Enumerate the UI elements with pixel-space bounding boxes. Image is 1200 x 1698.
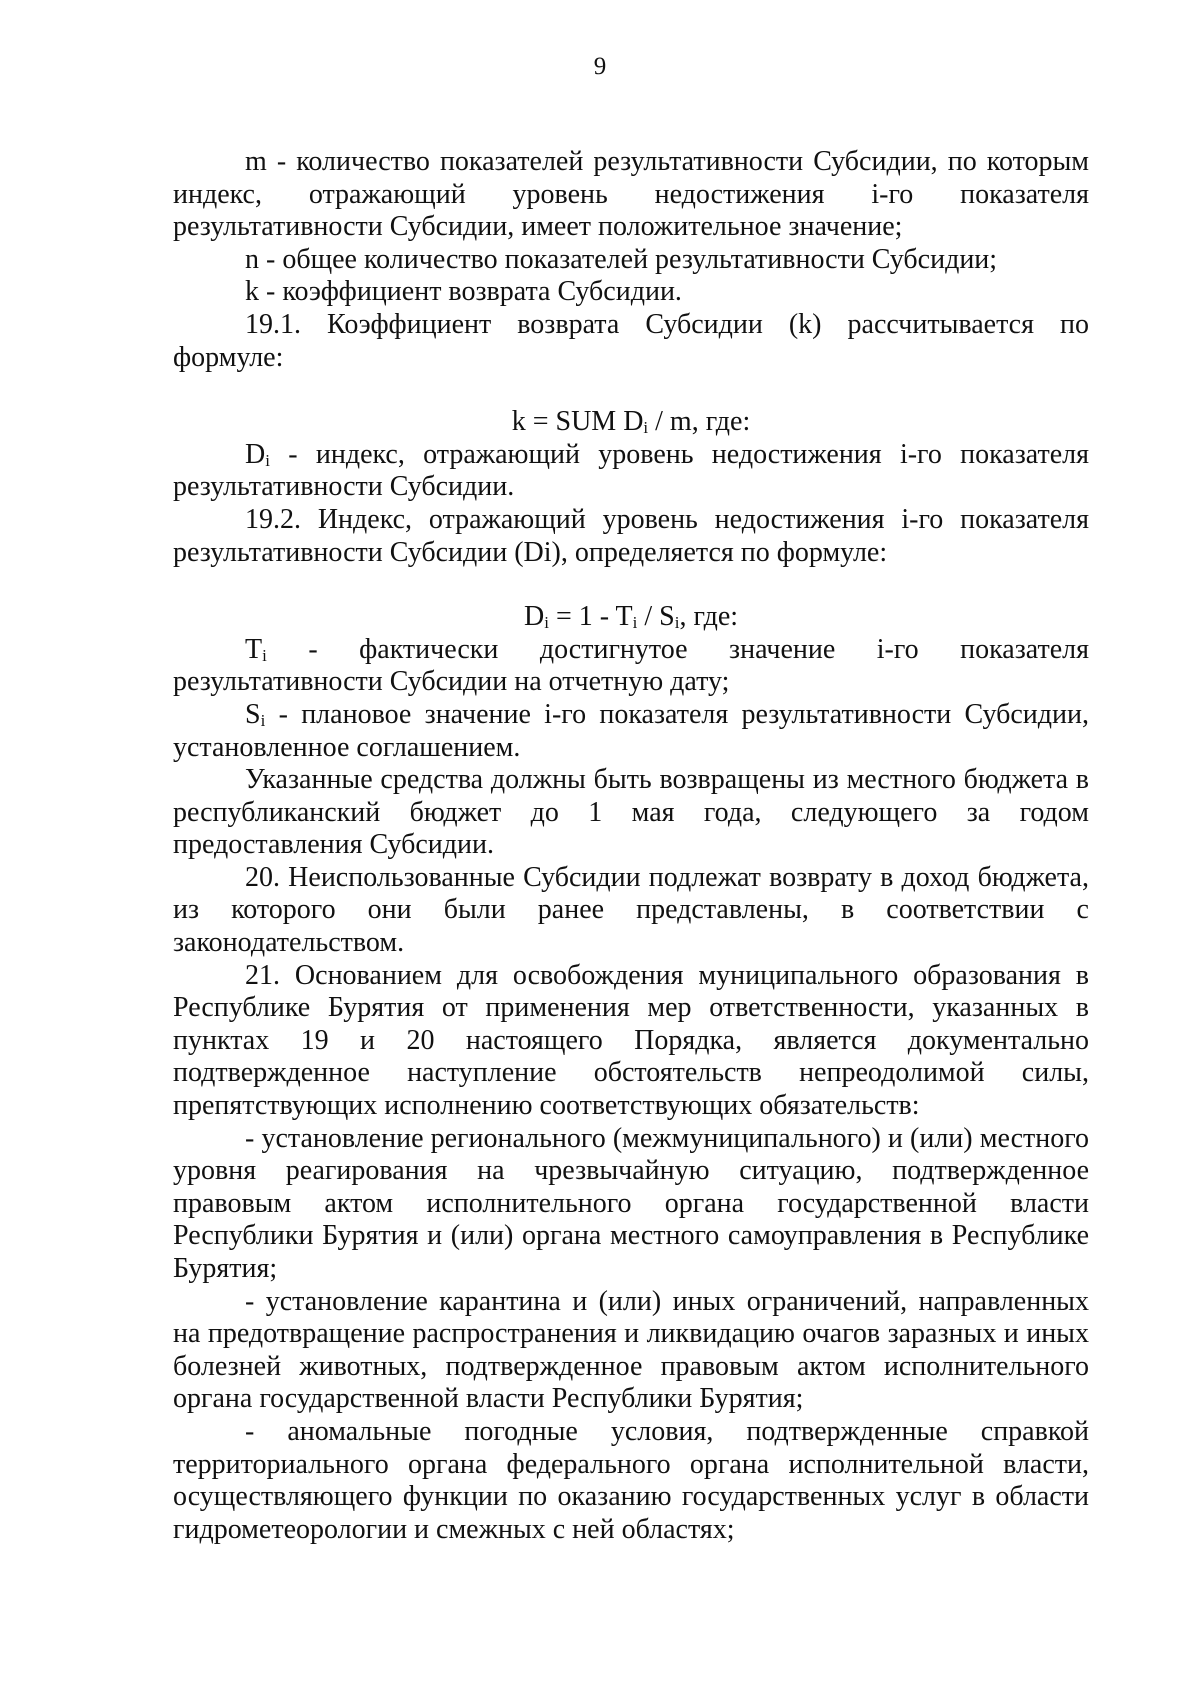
- formula-di-d: , где:: [679, 601, 739, 633]
- formula-k-post: / m, где:: [648, 406, 751, 438]
- paragraph-k-definition: k - коэффициент возврата Субсидии.: [245, 276, 682, 308]
- formula-k-pre: k = SUM D: [511, 406, 644, 438]
- formula-di-a: D: [523, 601, 545, 633]
- paragraph-m-definition: m - количество показателей результативности Субсидии, по которым индекс, отражающий уровень недостижения i-го показателя результативности Субсидии, имеет положительное значение;: [173, 146, 1089, 243]
- list-item-weather: - аномальные погодные условия, подтвержденные справкой территориального органа федерального органа исполнительной власти, осуществляющего функции по оказанию государственных услуг в области гидрометеорологии и смежных с ней областях;: [173, 1415, 1089, 1545]
- formula-di-b-sub: i: [632, 613, 638, 633]
- formula-k-sub: i: [643, 418, 649, 438]
- ti-lead: T: [245, 633, 263, 665]
- paragraph-20: 20. Неиспользованные Субсидии подлежат возврату в доход бюджета, из которого они были ранее представлены, в соответствии с законодательством.: [173, 861, 1089, 959]
- formula-k: [173, 406, 1089, 439]
- formula-di-a-sub: i: [544, 613, 549, 633]
- si-lead: S: [245, 698, 261, 730]
- paragraph-di-definition: [173, 439, 1089, 504]
- formula-di: [173, 601, 1089, 634]
- paragraph-19-2: 19.2. Индекс, отражающий уровень недостижения i-го показателя результативности Субсидии (Di), определяется по формуле:: [173, 503, 1089, 568]
- ti-sub: i: [262, 645, 267, 665]
- ti-text: - фактически достигнутое значение i-го показателя результативности Субсидии на отчетную дату;: [173, 633, 1089, 698]
- di-text: - индекс, отражающий уровень недостижения i-го показателя результативности Субсидии.: [173, 438, 1089, 503]
- paragraph-ti-definition: [173, 634, 1089, 699]
- formula-di-b: = 1 - T: [548, 601, 633, 633]
- di-lead: D: [245, 438, 266, 470]
- si-sub: i: [260, 710, 266, 730]
- paragraph-21: 21. Основанием для освобождения муниципального образования в Республике Бурятия от применения мер ответственности, указанных в пунктах 19 и 20 настоящего Порядка, является документально подтвержденное наступление обстоятельств непреодолимой силы, препятствующих исполнению соответствующих обязательств:: [173, 959, 1089, 1122]
- list-item-emergency: - установление регионального (межмуниципального) и (или) местного уровня реагирования на чрезвычайную ситуацию, подтвержденное правовым актом исполнительного органа государственной власти Республики Бурятия и (или) органа местного самоуправления в Республике Бурятия;: [173, 1122, 1089, 1284]
- paragraph-n-definition: n - общее количество показателей результативности Субсидии;: [245, 243, 998, 275]
- si-text: - плановое значение i-го показателя результативности Субсидии, установленное соглашением.: [173, 698, 1089, 763]
- document-body: [173, 146, 1089, 1546]
- di-sub: i: [265, 450, 270, 470]
- paragraph-si-definition: [173, 699, 1089, 764]
- paragraph-19-1: 19.1. Коэффициент возврата Субсидии (k) рассчитывается по формуле:: [173, 308, 1089, 373]
- formula-di-c: / S: [637, 601, 675, 633]
- page-number: 9: [593, 53, 607, 80]
- paragraph-return-funds: Указанные средства должны быть возвращены из местного бюджета в республиканский бюджет до 1 мая года, следующего за годом предоставления Субсидии.: [173, 764, 1089, 861]
- list-item-quarantine: - установление карантина и (или) иных ограничений, направленных на предотвращение распространения и ликвидацию очагов заразных и иных болезней животных, подтвержденное правовым актом исполнительного органа государственной власти Республики Бурятия;: [173, 1285, 1089, 1415]
- formula-di-c-sub: i: [674, 613, 680, 633]
